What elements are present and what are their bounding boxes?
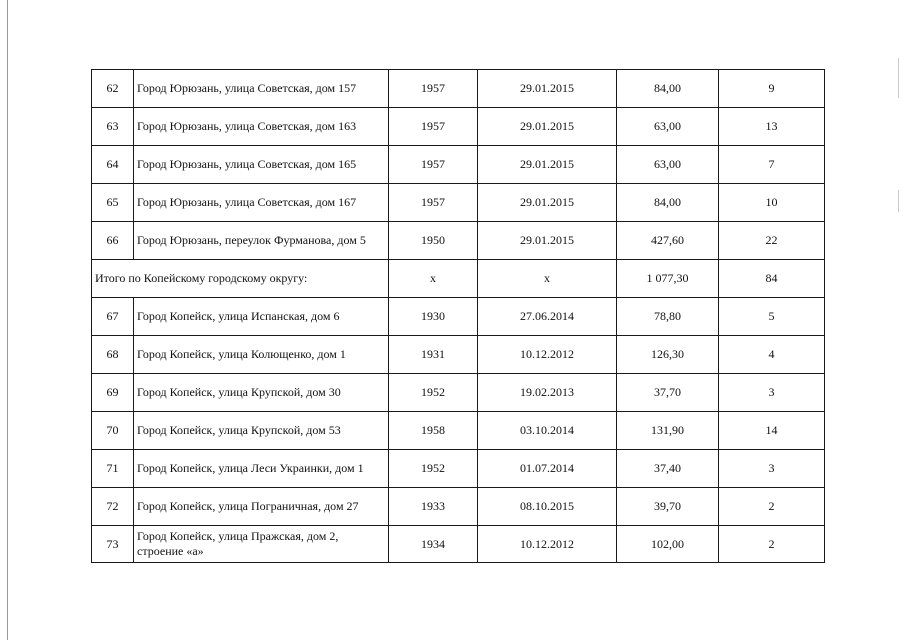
date-cell: 27.06.2014	[478, 298, 617, 336]
count-cell: 10	[719, 184, 825, 222]
count-cell: 2	[719, 488, 825, 526]
year-cell: 1952	[389, 450, 478, 488]
count-cell: 4	[719, 336, 825, 374]
date-cell: 29.01.2015	[478, 146, 617, 184]
count-cell: 14	[719, 412, 825, 450]
scan-left-edge	[7, 0, 8, 640]
date-cell: 10.12.2012	[478, 336, 617, 374]
date-cell: 29.01.2015	[478, 70, 617, 108]
address-cell: Город Копейск, улица Крупской, дом 30	[134, 374, 389, 412]
year-cell: 1934	[389, 526, 478, 563]
address-cell: Город Юрюзань, улица Советская, дом 157	[134, 70, 389, 108]
area-cell: 37,70	[617, 374, 719, 412]
area-cell: 1 077,30	[617, 260, 719, 298]
date-cell: 03.10.2014	[478, 412, 617, 450]
date-cell: 29.01.2015	[478, 184, 617, 222]
row-number: 64	[92, 146, 134, 184]
table-total-row	[92, 260, 825, 298]
scan-mark	[898, 58, 899, 98]
count-cell: 9	[719, 70, 825, 108]
count-cell: 22	[719, 222, 825, 260]
table-row	[92, 526, 825, 563]
area-cell: 78,80	[617, 298, 719, 336]
row-number: 65	[92, 184, 134, 222]
area-cell: 131,90	[617, 412, 719, 450]
year-cell: 1931	[389, 336, 478, 374]
row-number: 70	[92, 412, 134, 450]
count-cell: 3	[719, 450, 825, 488]
area-cell: 84,00	[617, 70, 719, 108]
row-number: 63	[92, 108, 134, 146]
table-row	[92, 70, 825, 108]
area-cell: 126,30	[617, 336, 719, 374]
year-cell: 1957	[389, 108, 478, 146]
address-cell: Город Юрюзань, переулок Фурманова, дом 5	[134, 222, 389, 260]
row-number: 69	[92, 374, 134, 412]
address-cell: Город Копейск, улица Испанская, дом 6	[134, 298, 389, 336]
row-number: 72	[92, 488, 134, 526]
address-cell: Город Копейск, улица Пражская, дом 2, строение «а»	[134, 526, 389, 563]
table-row	[92, 412, 825, 450]
table-row	[92, 336, 825, 374]
year-cell: 1958	[389, 412, 478, 450]
row-number: 71	[92, 450, 134, 488]
date-cell: 01.07.2014	[478, 450, 617, 488]
year-cell: 1957	[389, 70, 478, 108]
area-cell: 63,00	[617, 108, 719, 146]
address-cell: Город Копейск, улица Колющенко, дом 1	[134, 336, 389, 374]
row-number: 62	[92, 70, 134, 108]
address-cell: Город Юрюзань, улица Советская, дом 167	[134, 184, 389, 222]
date-cell: 10.12.2012	[478, 526, 617, 563]
table-row	[92, 374, 825, 412]
total-label: Итого по Копейскому городскому округу:	[92, 260, 389, 298]
table-row	[92, 184, 825, 222]
count-cell: 3	[719, 374, 825, 412]
table-row	[92, 146, 825, 184]
table-row	[92, 298, 825, 336]
table-row	[92, 108, 825, 146]
count-cell: 7	[719, 146, 825, 184]
area-cell: 39,70	[617, 488, 719, 526]
scan-mark	[898, 190, 899, 212]
date-cell: 19.02.2013	[478, 374, 617, 412]
year-cell: 1952	[389, 374, 478, 412]
row-number: 73	[92, 526, 134, 563]
area-cell: 84,00	[617, 184, 719, 222]
date-cell: 29.01.2015	[478, 222, 617, 260]
address-cell: Город Копейск, улица Крупской, дом 53	[134, 412, 389, 450]
count-cell: 13	[719, 108, 825, 146]
year-cell: 1957	[389, 146, 478, 184]
year-cell: 1933	[389, 488, 478, 526]
address-cell: Город Юрюзань, улица Советская, дом 163	[134, 108, 389, 146]
area-cell: 37,40	[617, 450, 719, 488]
count-cell: 2	[719, 526, 825, 563]
date-cell: 08.10.2015	[478, 488, 617, 526]
area-cell: 427,60	[617, 222, 719, 260]
address-cell: Город Юрюзань, улица Советская, дом 165	[134, 146, 389, 184]
date-cell: 29.01.2015	[478, 108, 617, 146]
table-row	[92, 488, 825, 526]
year-cell: 1950	[389, 222, 478, 260]
table-row	[92, 222, 825, 260]
registry-body	[92, 70, 825, 563]
year-cell: х	[389, 260, 478, 298]
area-cell: 102,00	[617, 526, 719, 563]
housing-registry-table	[91, 69, 825, 563]
row-number: 68	[92, 336, 134, 374]
count-cell: 5	[719, 298, 825, 336]
count-cell: 84	[719, 260, 825, 298]
row-number: 67	[92, 298, 134, 336]
row-number: 66	[92, 222, 134, 260]
year-cell: 1930	[389, 298, 478, 336]
area-cell: 63,00	[617, 146, 719, 184]
address-cell: Город Копейск, улица Леси Украинки, дом 1	[134, 450, 389, 488]
table-row	[92, 450, 825, 488]
date-cell: х	[478, 260, 617, 298]
year-cell: 1957	[389, 184, 478, 222]
address-cell: Город Копейск, улица Пограничная, дом 27	[134, 488, 389, 526]
